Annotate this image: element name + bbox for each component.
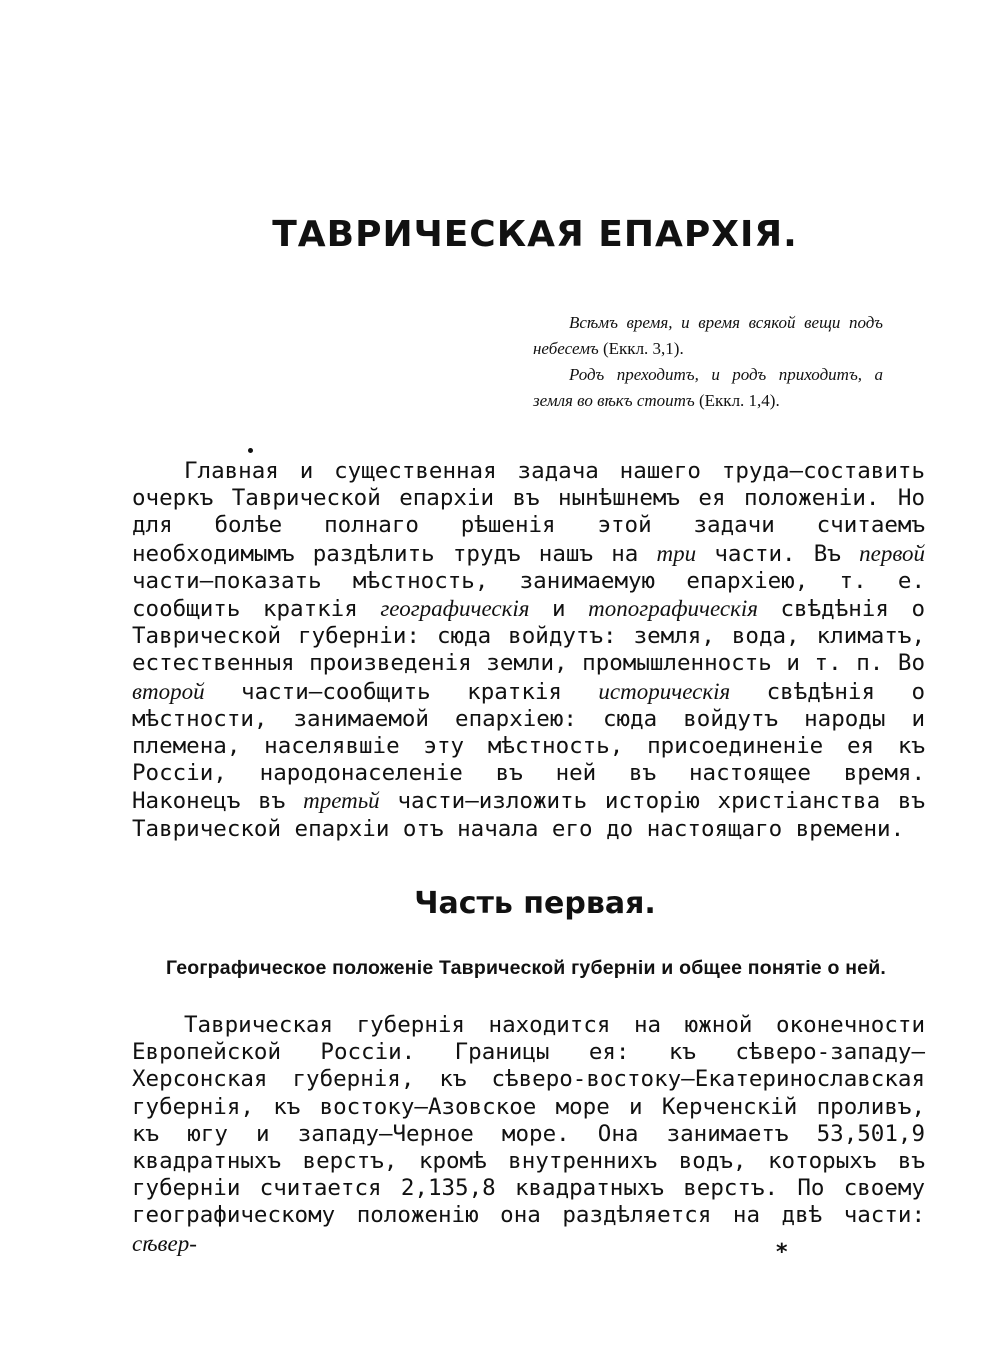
intro-text: Главная и существенная задача нашего труда—составить очеркъ Таврической епархіи въ нынѣшнемъ ея положеніи. Но для болѣе полнаго рѣшенія этой задачи считаемъ необходимымъ раздѣлить трудъ нашъ на (132, 458, 925, 567)
intro-text: свѣдѣнія о мѣстности, занимаемой епархіею: сюда войдутъ народы и племена, населявшіе эту мѣстность, присоединеніе ея къ Россіи, народонаселеніе въ ней въ настоящее время. Наконецъ въ (132, 678, 925, 815)
epigraph-quote-2 (533, 362, 883, 414)
body-paragraph (132, 1012, 925, 1258)
page-title: ТАВРИЧЕСКАЯ ЕПАРХІЯ. (272, 214, 798, 255)
intro-text: и (552, 596, 566, 623)
intro-text: части—изложить исторію христіанства въ Таврической епархіи отъ начала его до настоящаго времени. (132, 788, 926, 842)
intro-emphasis: топографическія (588, 596, 758, 622)
intro-emphasis: три (656, 540, 697, 566)
intro-text: свѣдѣнія о Таврической губерніи: сюда войдутъ: земля, вода, климатъ, естественныя произведенія земли, промышленность и т. п. Во (132, 596, 925, 677)
intro-text: части. Въ (714, 540, 841, 567)
print-dot-mark (248, 448, 253, 453)
section-heading: Географическое положеніе Таврической губерніи и общее понятіе о ней. (165, 957, 887, 979)
intro-emphasis: первой (859, 540, 925, 566)
intro-text: части—сообщить краткія (241, 678, 562, 705)
intro-emphasis: географическія (380, 596, 530, 622)
intro-emphasis: историческія (598, 678, 731, 704)
epigraph (533, 310, 883, 414)
epigraph-quote-1 (533, 310, 883, 362)
epigraph-quote-1-text: Всѣмъ время, и время всякой вещи подъ небесемъ (533, 313, 883, 358)
signature-mark: * (776, 1240, 788, 1265)
part-heading: Часть первая. (414, 886, 656, 921)
epigraph-quote-2-ref: (Еккл. 1,4). (699, 391, 780, 410)
epigraph-quote-1-ref: (Еккл. 3,1). (603, 339, 684, 358)
body-text: Таврическая губернія находится на южной оконечности Европейской Россіи. Границы ея: къ сѣверо-западу—Херсонская губернія, къ сѣверо-востоку—Екатеринославская губернія, къ востоку—Азовское море и Керченскій проливъ, къ югу и западу—Черное море. Она занимаетъ 53,501,9 квадратныхъ верстъ, кромѣ внутреннихъ водъ, которыхъ въ губерніи считается 2,135,8 квадратныхъ верстъ. По своему географическому положенію она раздѣляется на двѣ части: (132, 1012, 925, 1229)
body-trailing-word: сѣвер- (132, 1230, 197, 1256)
intro-paragraph (132, 458, 925, 843)
intro-emphasis: третьй (303, 788, 380, 814)
intro-emphasis: второй (132, 678, 205, 704)
intro-text: части—показать мѣстность, занимаемую епархіею, т. е. сообщить краткія (132, 567, 925, 623)
epigraph-quote-2-text: Родъ преходитъ, и родъ приходитъ, а земля во вѣкъ стоитъ (533, 365, 883, 410)
